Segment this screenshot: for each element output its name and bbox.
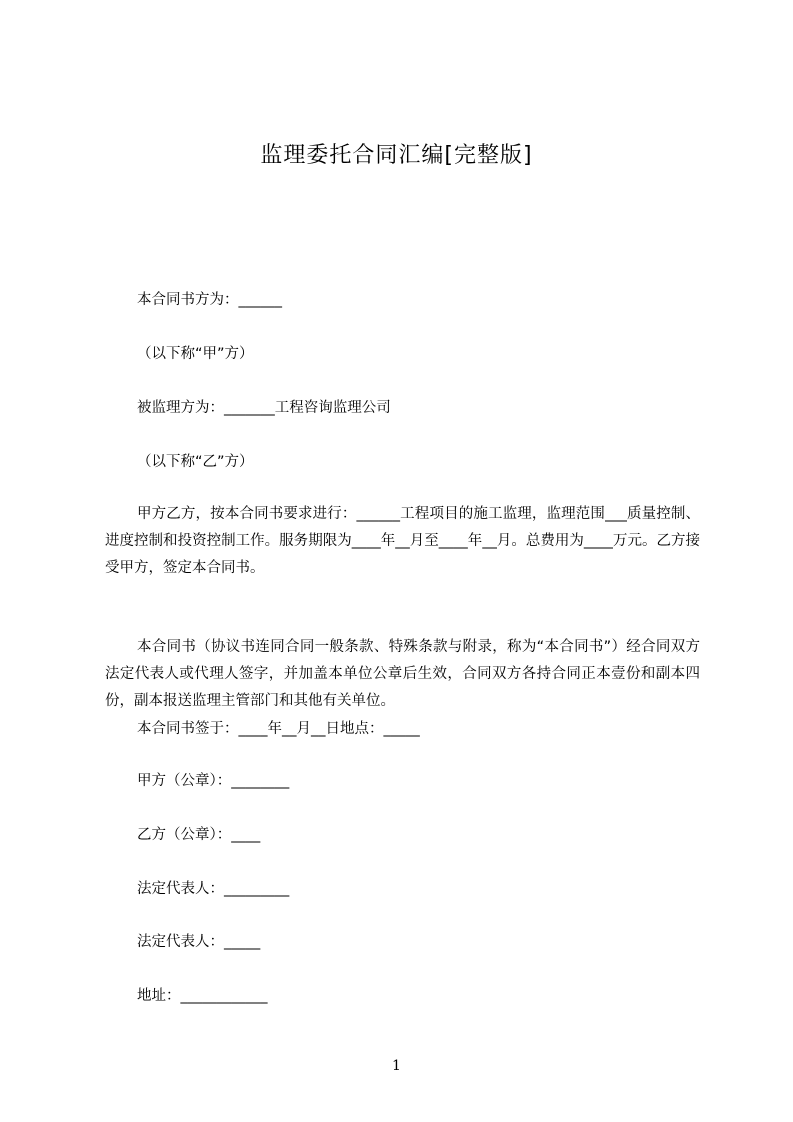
party-b-alias-line: （以下称“乙”方） [137, 454, 254, 470]
scope-paragraph: 甲方乙方，按本合同书要求进行：______工程项目的施工监理，监理范围___质量控制、进度控制和投资控制工作。服务期限为____年__月至____年__月。总费用为____万元。乙方接受甲方，签定本合同书。 [105, 506, 700, 576]
signed-at-line: 本合同书签于：____年__月__日地点：_____ [137, 721, 420, 737]
address-line: 地址：____________ [137, 988, 268, 1004]
party-a-seal-line: 甲方（公章）：________ [137, 773, 290, 789]
party-a-alias-line: （以下称“甲”方） [137, 346, 254, 362]
legal-representative-line-1: 法定代表人：_________ [137, 881, 290, 897]
legal-representative-line-2: 法定代表人：_____ [137, 934, 261, 950]
party-b-seal-line: 乙方（公章）：____ [137, 827, 261, 843]
party-b-intro-line: 被监理方为：_______工程咨询监理公司 [137, 400, 391, 416]
party-a-intro-line: 本合同书方为：______ [137, 292, 282, 308]
document-title: 监理委托合同汇编[完整版] [260, 143, 533, 168]
validity-paragraph: 本合同书（协议书连同合同一般条款、特殊条款与附录，称为“本合同书”）经合同双方法定代表人或代理人签字，并加盖本单位公章后生效，合同双方各持合同正本壹份和副本四份，副本报送监理主管部门和其他有关单位。 [105, 639, 700, 709]
page-number: 1 [392, 1058, 401, 1074]
